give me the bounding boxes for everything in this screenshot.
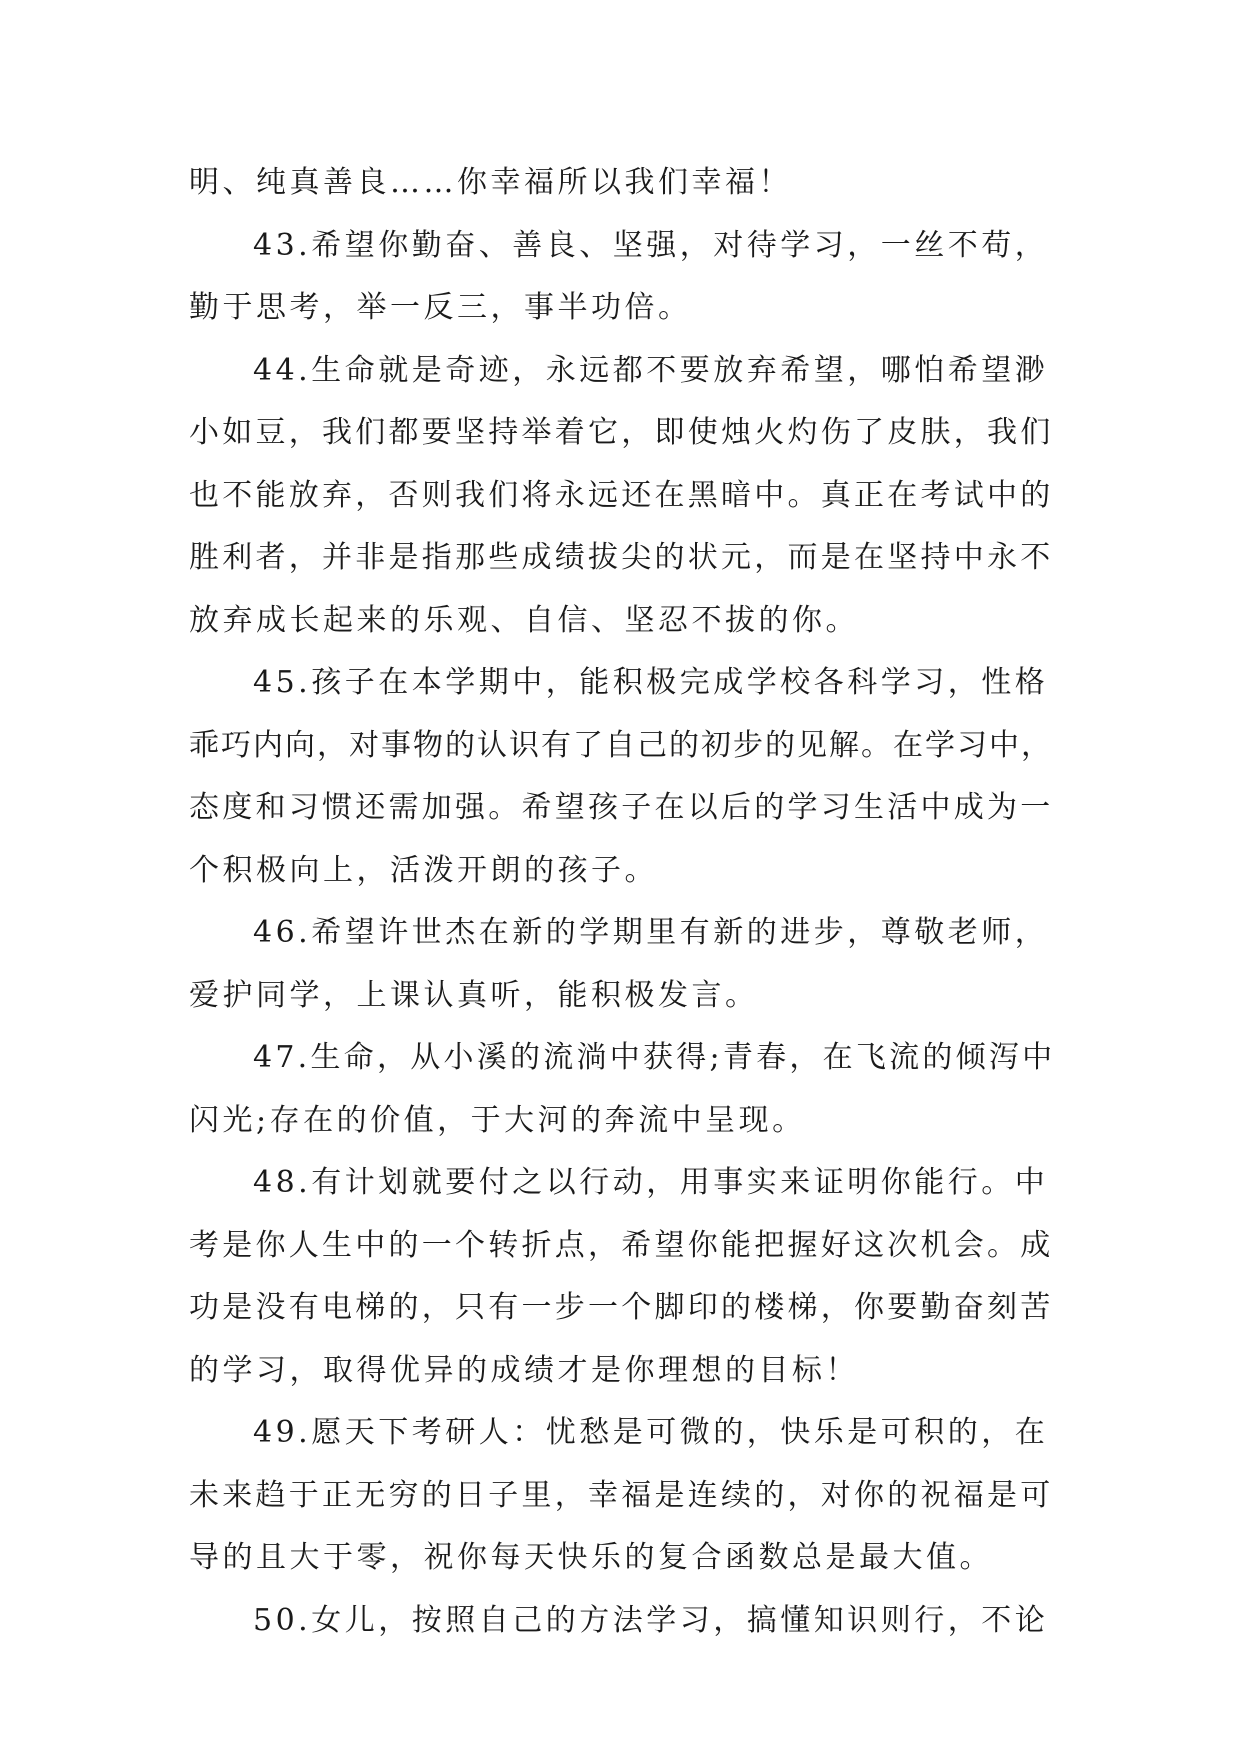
text-line: 胜利者，并非是指那些成绩拔尖的状元，而是在坚持中永不 [189,540,1054,575]
text-line: 45.孩子在本学期中，能积极完成学校各科学习，性格 [253,665,1049,700]
text-line: 小如豆，我们都要坚持举着它，即使烛火灼伤了皮肤，我们 [189,415,1054,450]
text-line: 爱护同学，上课认真听，能积极发言。 [189,977,759,1013]
text-line: 也不能放弃，否则我们将永远还在黑暗中。真正在考试中的 [189,477,1054,513]
text-line: 闪光;存在的价值，于大河的奔流中呈现。 [189,1102,806,1138]
text-line: 48.有计划就要付之以行动，用事实来证明你能行。中 [253,1165,1049,1200]
text-line: 46.希望许世杰在新的学期里有新的进步，尊敬老师， [253,915,1049,950]
text-line: 勤于思考，举一反三，事半功倍。 [189,290,692,325]
text-line: 功是没有电梯的，只有一步一个脚印的楼梯，你要勤奋刻苦 [189,1290,1054,1325]
text-line: 态度和习惯还需加强。希望孩子在以后的学习生活中成为一 [189,790,1054,825]
text-line: 的学习，取得优异的成绩才是你理想的目标！ [189,1352,859,1388]
text-line: 50.女儿，按照自己的方法学习，搞懂知识则行，不论 [253,1602,1049,1638]
text-line: 放弃成长起来的乐观、自信、坚忍不拔的你。 [189,602,859,638]
document-body [189,152,1059,1652]
text-line: 47.生命，从小溪的流淌中获得;青春，在飞流的倾泻中 [253,1040,1056,1075]
text-line: 未来趋于正无穷的日子里，幸福是连续的，对你的祝福是可 [189,1477,1054,1513]
text-line: 44.生命就是奇迹，永远都不要放弃希望，哪怕希望渺 [253,352,1049,388]
text-line: 明、纯真善良……你幸福所以我们幸福！ [189,165,792,200]
text-line: 考是你人生中的一个转折点，希望你能把握好这次机会。成 [189,1227,1054,1263]
text-line: 乖巧内向，对事物的认识有了自己的初步的见解。在学习中， [189,727,1053,763]
text-line: 43.希望你勤奋、善良、坚强，对待学习，一丝不苟， [253,227,1049,263]
text-line: 49.愿天下考研人：忧愁是可微的，快乐是可积的，在 [253,1415,1049,1450]
text-line: 个积极向上，活泼开朗的孩子。 [189,852,658,888]
text-line: 导的且大于零，祝你每天快乐的复合函数总是最大值。 [189,1540,993,1575]
